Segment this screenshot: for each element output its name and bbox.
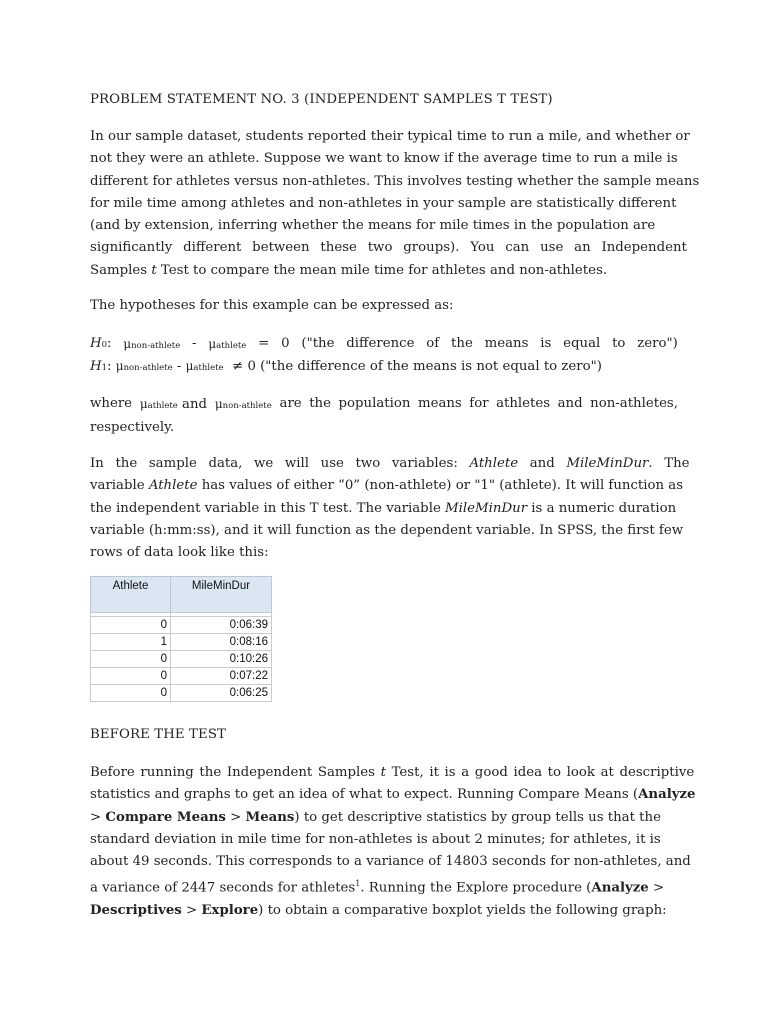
table-header-row xyxy=(91,577,272,613)
section-heading-before-test: BEFORE THE TEST xyxy=(90,727,227,742)
intro-line-7: Samples t Test to compare the mean mile time for athletes and non-athletes. xyxy=(90,262,608,278)
table-row xyxy=(91,668,272,685)
table-cell[interactable]: 0:08:16 xyxy=(171,634,272,651)
table-cell[interactable]: 0:06:39 xyxy=(171,617,272,634)
null-hypothesis: H0: μnon-athlete - μathlete = 0 ("the difference of the means is equal to zero") xyxy=(90,336,678,351)
table-cell[interactable]: 0 xyxy=(91,651,171,668)
intro-line-5: (and by extension, inferring whether the means for mile times in the population are xyxy=(90,218,656,234)
table-cell[interactable]: 0 xyxy=(91,668,171,685)
before-paragraph: Before running the Independent Samples t Test, it is a good idea to look at descriptive statistics and graphs to get an idea of what to expect. Running Compare Means (Analyze > Compare Means > Means) to get descriptive statistics by group tells us that the standard deviation in mile time for non-athletes is about 2 minutes; for athletes, it is about 49 seconds. This corresponds to a variance of 14803 seconds for non-athletes, and a variance of 2447 seconds for athletes$^1$. Running the Explore procedure (Analyze > Descriptives > Explore) to obtain a comparative boxplot yields the following graph: xyxy=(90,765,696,919)
spss-data-table xyxy=(90,576,272,702)
intro-line-4: for mile time among athletes and non-athletes in your sample are statistically different xyxy=(90,195,677,211)
intro-line-3: different for athletes versus non-athletes. This involves testing whether the sample means xyxy=(90,173,700,189)
where-paragraph: where μathlete and μnon-athlete are the population means for athletes and non-athletes, respectively. xyxy=(90,396,678,436)
table-cell[interactable]: 0 xyxy=(91,685,171,702)
table-cell[interactable]: 0:06:25 xyxy=(171,685,272,702)
table-cell[interactable]: 0:10:26 xyxy=(171,651,272,668)
column-header-mileminddur[interactable]: MileMinDur xyxy=(171,577,272,613)
sample-paragraph: In the sample data, we will use two variables: Athlete and MileMinDur. The variable Athlete has values of either “0” (non-athlete) or "1" (athlete). It will function as the independent variable in this T test. The variable MileMinDur is a numeric duration variable (h:mm:ss), and it will function as the dependent variable. In SPSS, the first few rows of data look like this: xyxy=(90,456,690,561)
table-row xyxy=(91,651,272,668)
table-cell[interactable]: 0:07:22 xyxy=(171,668,272,685)
table-cell[interactable]: 1 xyxy=(91,634,171,651)
hypotheses-intro: The hypotheses for this example can be expressed as: xyxy=(90,298,454,313)
intro-line-6: significantly different between these two groups). You can use an Independent xyxy=(90,240,687,256)
table-row xyxy=(91,617,272,634)
intro-line-2: not they were an athlete. Suppose we want to know if the average time to run a mile is xyxy=(90,151,678,167)
alternative-hypothesis: H1: μnon-athlete - μathlete ≠ 0 ("the difference of the means is not equal to zero") xyxy=(90,359,602,374)
table-cell[interactable]: 0 xyxy=(91,617,171,634)
intro-paragraph xyxy=(90,126,700,282)
table-row xyxy=(91,634,272,651)
column-header-athlete[interactable]: Athlete xyxy=(91,577,171,613)
page-title: PROBLEM STATEMENT NO. 3 (INDEPENDENT SAMPLES T TEST) xyxy=(90,92,553,107)
intro-line-1: In our sample dataset, students reported their typical time to run a mile, and whether or xyxy=(90,129,690,144)
table-row xyxy=(91,685,272,702)
